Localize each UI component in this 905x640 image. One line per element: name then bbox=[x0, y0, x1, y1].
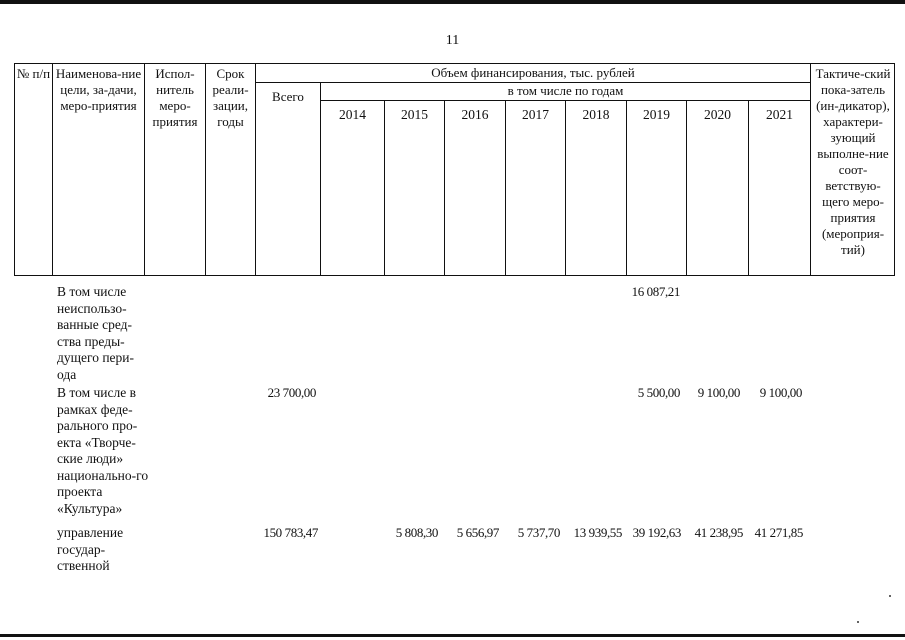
value-2020: 9 100,00 bbox=[697, 385, 740, 400]
col-border bbox=[505, 100, 506, 276]
year-2014: 2014 bbox=[339, 107, 366, 122]
col-border bbox=[14, 63, 15, 276]
value-2019: 5 500,00 bbox=[637, 385, 680, 400]
header-name: Наименова-ние цели, за-дачи, меро-приятия bbox=[55, 66, 142, 113]
col-border bbox=[144, 63, 145, 276]
row-name: В том числе неиспользо-ванные сред-ства преды-дущего пери-ода bbox=[57, 284, 135, 382]
year-2016: 2016 bbox=[461, 107, 489, 122]
scan-speck bbox=[889, 595, 891, 597]
value-2017: 5 737,70 bbox=[517, 525, 560, 540]
header-num: № п/п bbox=[16, 66, 51, 81]
col-border bbox=[444, 100, 445, 276]
row-name: В том числе в рамках феде-рального про-екта «Творче-ские люди» национально-го проекта «Культура» bbox=[57, 385, 149, 516]
header-funding: Объем финансирования, тыс. рублей bbox=[431, 65, 635, 80]
col-border bbox=[810, 63, 811, 276]
header-term: Срок реали-зации, годы bbox=[212, 66, 249, 129]
value-2019: 39 192,63 bbox=[632, 525, 681, 540]
page-number: 11 bbox=[445, 33, 460, 48]
col-border bbox=[52, 63, 53, 276]
col-border bbox=[626, 100, 627, 276]
header-indicator: Тактиче-ский пока-затель (ин-дикатор), характери-зующий выполне-ние соот-ветствую-щего меро-приятия (мероприя-тий) bbox=[815, 66, 891, 257]
value-2018: 13 939,55 bbox=[573, 525, 622, 540]
header-total: Всего bbox=[272, 89, 304, 104]
col-border bbox=[894, 63, 895, 276]
year-2019: 2019 bbox=[643, 107, 670, 122]
year-2018: 2018 bbox=[582, 107, 610, 122]
value-2020: 41 238,95 bbox=[694, 525, 743, 540]
row-name: управление государ-ственной bbox=[57, 525, 124, 573]
col-border bbox=[205, 63, 206, 276]
col-border bbox=[565, 100, 566, 276]
bottom-border bbox=[0, 634, 905, 637]
year-2015: 2015 bbox=[401, 107, 428, 122]
value-2021: 9 100,00 bbox=[759, 385, 802, 400]
year-2021: 2021 bbox=[766, 107, 793, 122]
value-2016: 5 656,97 bbox=[456, 525, 499, 540]
col-border bbox=[686, 100, 687, 276]
value-2015: 5 808,30 bbox=[395, 525, 438, 540]
top-border bbox=[0, 0, 905, 4]
year-2017: 2017 bbox=[522, 107, 549, 122]
value-2019: 16 087,21 bbox=[631, 284, 680, 299]
col-border bbox=[384, 100, 385, 276]
year-2020: 2020 bbox=[704, 107, 731, 122]
col-border bbox=[748, 100, 749, 276]
value-total: 150 783,47 bbox=[263, 525, 318, 540]
value-total: 23 700,00 bbox=[267, 385, 316, 400]
value-2021: 41 271,85 bbox=[754, 525, 803, 540]
header-executor: Испол-нитель меро-приятия bbox=[152, 66, 198, 129]
header-bottom-line bbox=[14, 275, 894, 276]
table-top-line bbox=[14, 63, 894, 64]
scan-speck bbox=[857, 621, 859, 623]
header-by-years: в том числе по годам bbox=[507, 83, 624, 98]
